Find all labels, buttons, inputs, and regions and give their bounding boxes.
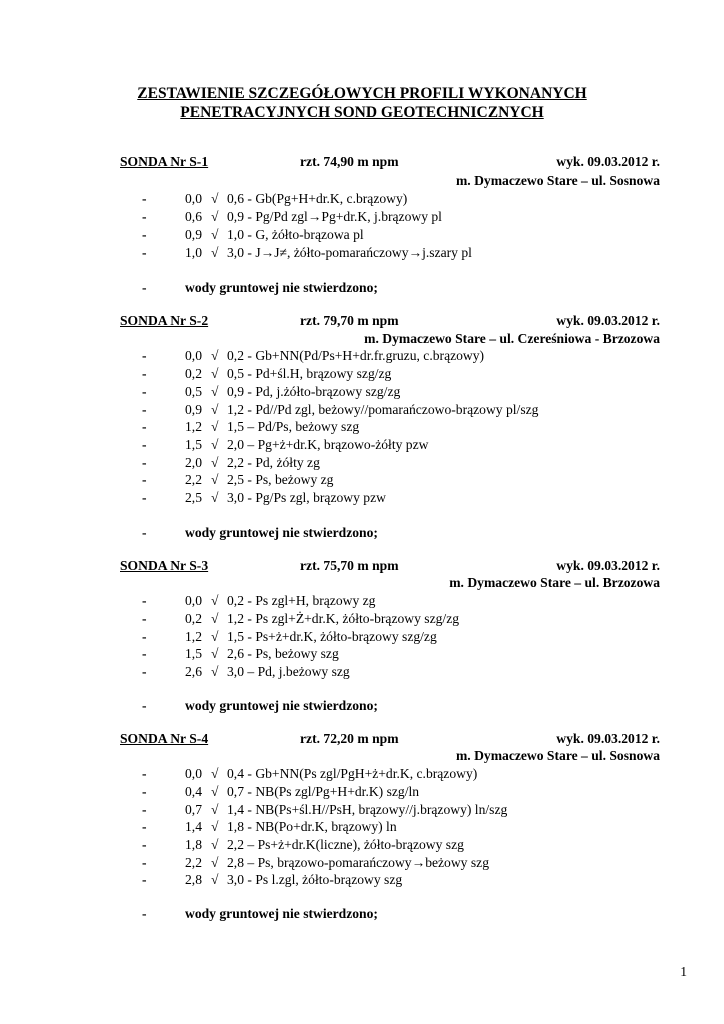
layer-description: 2,6 - Ps, beżowy szg (227, 646, 339, 661)
groundwater-note (0, 697, 724, 715)
layer-row (0, 471, 724, 489)
layer-from: 0,2 (185, 611, 202, 626)
bullet-dash: - (142, 784, 147, 799)
layer-description: 0,7 - NB(Ps zgl/Pg+H+dr.K) szg/ln (227, 784, 420, 799)
groundwater-text: wody gruntowej nie stwierdzono; (185, 525, 378, 540)
layer-description: 1,5 – Pd/Ps, beżowy szg (227, 419, 360, 434)
sonda-name: SONDA Nr S-4 (120, 731, 209, 746)
sonda-elevation: rzt. 75,70 m npm (300, 558, 399, 573)
bullet-dash: - (142, 646, 147, 661)
layer-from: 1,5 (185, 437, 202, 452)
sonda-date: wyk. 09.03.2012 r. (556, 313, 660, 328)
bullet-dash: - (142, 348, 147, 363)
bullet-dash: - (142, 698, 147, 713)
bullet-dash: - (142, 419, 147, 434)
layer-from: 0,2 (185, 366, 202, 381)
root-symbol: √ (211, 455, 219, 470)
layer-description: 1,8 - NB(Po+dr.K, brązowy) ln (227, 819, 397, 834)
layer-from: 0,0 (185, 348, 202, 363)
bullet-dash: - (142, 819, 147, 834)
bullet-dash: - (142, 455, 147, 470)
bullet-dash: - (142, 245, 147, 260)
layer-row (0, 801, 724, 819)
layer-row (0, 783, 724, 801)
sonda-name: SONDA Nr S-2 (120, 313, 209, 328)
layer-row (0, 347, 724, 365)
sonda-location: m. Dymaczewo Stare – ul. Brzozowa (449, 575, 660, 590)
layer-row (0, 818, 724, 836)
bullet-dash: - (142, 837, 147, 852)
layer-description: 3,0 - J→J≠, żółto-pomarańczowy→j.szary pl (227, 245, 472, 260)
bullet-dash: - (142, 209, 147, 224)
root-symbol: √ (211, 490, 219, 505)
bullet-dash: - (142, 280, 147, 295)
sonda-date: wyk. 09.03.2012 r. (556, 558, 660, 573)
layer-row (0, 854, 724, 872)
sonda-name: SONDA Nr S-3 (120, 558, 209, 573)
bullet-dash: - (142, 855, 147, 870)
bullet-dash: - (142, 664, 147, 679)
sonda-location: m. Dymaczewo Stare – ul. Sosnowa (455, 748, 660, 763)
layer-description: 2,2 – Ps+ż+dr.K(liczne), żółto-brązowy szg (227, 837, 464, 852)
bullet-dash: - (142, 227, 147, 242)
layer-from: 0,0 (185, 593, 202, 608)
layer-from: 1,2 (185, 629, 202, 644)
layer-description: 0,4 - Gb+NN(Ps zgl/PgH+ż+dr.K, c.brązowy) (227, 766, 478, 781)
title-line-2: PENETRACYJNYCH SOND GEOTECHNICZNYCH (180, 104, 544, 121)
layer-row (0, 645, 724, 663)
root-symbol: √ (211, 191, 219, 206)
groundwater-note (0, 524, 724, 542)
bullet-dash: - (142, 472, 147, 487)
layer-row (0, 610, 724, 628)
root-symbol: √ (211, 384, 219, 399)
bullet-dash: - (142, 490, 147, 505)
layer-row (0, 765, 724, 783)
layer-from: 0,9 (185, 227, 202, 242)
sonda-elevation: rzt. 74,90 m npm (300, 154, 399, 169)
layer-description: 0,9 - Pg/Pd zgl→Pg+dr.K, j.brązowy pl (227, 209, 442, 224)
layer-from: 0,0 (185, 766, 202, 781)
document-title (0, 84, 724, 122)
title-line-1: ZESTAWIENIE SZCZEGÓŁOWYCH PROFILI WYKONANYCH (137, 85, 587, 102)
root-symbol: √ (211, 209, 219, 224)
sonda-name: SONDA Nr S-1 (120, 154, 209, 169)
layer-description: 0,2 - Ps zgl+H, brązowy zg (227, 593, 376, 608)
layer-row (0, 592, 724, 610)
layer-row (0, 401, 724, 419)
root-symbol: √ (211, 593, 219, 608)
layer-row (0, 454, 724, 472)
layer-from: 0,6 (185, 209, 202, 224)
groundwater-text: wody gruntowej nie stwierdzono; (185, 906, 378, 921)
layer-row (0, 383, 724, 401)
bullet-dash: - (142, 872, 147, 887)
layer-row (0, 871, 724, 889)
layer-row (0, 226, 724, 244)
layer-row (0, 208, 724, 226)
bullet-dash: - (142, 611, 147, 626)
root-symbol: √ (211, 802, 219, 817)
root-symbol: √ (211, 629, 219, 644)
layer-from: 1,8 (185, 837, 202, 852)
layer-row (0, 836, 724, 854)
layer-row (0, 418, 724, 436)
layer-description: 2,0 – Pg+ż+dr.K, brązowo-żółty pzw (227, 437, 429, 452)
root-symbol: √ (211, 366, 219, 381)
layer-from: 0,9 (185, 402, 202, 417)
root-symbol: √ (211, 402, 219, 417)
page-number: 1 (680, 964, 687, 979)
sonda-elevation: rzt. 79,70 m npm (300, 313, 399, 328)
layer-description: 3,0 – Pd, j.beżowy szg (227, 664, 350, 679)
bullet-dash: - (142, 191, 147, 206)
bullet-dash: - (142, 437, 147, 452)
root-symbol: √ (211, 646, 219, 661)
sonda-location: m. Dymaczewo Stare – ul. Czereśniowa - Brzozowa (364, 331, 660, 346)
layer-from: 2,2 (185, 855, 202, 870)
root-symbol: √ (211, 664, 219, 679)
layer-from: 2,5 (185, 490, 202, 505)
bullet-dash: - (142, 906, 147, 921)
layer-description: 0,6 - Gb(Pg+H+dr.K, c.brązowy) (227, 191, 408, 206)
root-symbol: √ (211, 611, 219, 626)
layer-from: 2,2 (185, 472, 202, 487)
root-symbol: √ (211, 819, 219, 834)
layer-description: 3,0 - Pg/Ps zgl, brązowy pzw (227, 490, 386, 505)
groundwater-text: wody gruntowej nie stwierdzono; (185, 698, 378, 713)
root-symbol: √ (211, 227, 219, 242)
layer-row (0, 489, 724, 507)
layer-from: 1,0 (185, 245, 202, 260)
layer-row (0, 365, 724, 383)
bullet-dash: - (142, 593, 147, 608)
layer-description: 2,5 - Ps, beżowy zg (227, 472, 334, 487)
layer-from: 1,4 (185, 819, 202, 834)
layer-from: 0,5 (185, 384, 202, 399)
sonda-location: m. Dymaczewo Stare – ul. Sosnowa (455, 173, 660, 188)
layer-description: 0,5 - Pd+śl.H, brązowy szg/zg (227, 366, 392, 381)
root-symbol: √ (211, 472, 219, 487)
layer-from: 0,0 (185, 191, 202, 206)
bullet-dash: - (142, 766, 147, 781)
layer-row (0, 436, 724, 454)
layer-description: 1,5 - Ps+ż+dr.K, żółto-brązowy szg/zg (227, 629, 437, 644)
bullet-dash: - (142, 802, 147, 817)
groundwater-note (0, 905, 724, 923)
layer-row (0, 663, 724, 681)
root-symbol: √ (211, 855, 219, 870)
layer-from: 2,6 (185, 664, 202, 679)
layer-from: 0,7 (185, 802, 202, 817)
root-symbol: √ (211, 437, 219, 452)
layer-description: 0,9 - Pd, j.żółto-brązowy szg/zg (227, 384, 401, 399)
bullet-dash: - (142, 366, 147, 381)
groundwater-note (0, 279, 724, 297)
sonda-date: wyk. 09.03.2012 r. (556, 154, 660, 169)
layer-description: 2,8 – Ps, brązowo-pomarańczowy→beżowy szg (227, 855, 489, 870)
layer-from: 1,5 (185, 646, 202, 661)
layer-description: 3,0 - Ps l.zgl, żółto-brązowy szg (227, 872, 403, 887)
layer-description: 1,2 - Ps zgl+Ż+dr.K, żółto-brązowy szg/zg (227, 611, 460, 626)
layer-description: 1,0 - G, żółto-brązowa pl (227, 227, 364, 242)
groundwater-text: wody gruntowej nie stwierdzono; (185, 280, 378, 295)
sonda-date: wyk. 09.03.2012 r. (556, 731, 660, 746)
root-symbol: √ (211, 245, 219, 260)
layer-row (0, 244, 724, 262)
root-symbol: √ (211, 766, 219, 781)
root-symbol: √ (211, 348, 219, 363)
layer-description: 1,4 - NB(Ps+śl.H//PsH, brązowy//j.brązowy) ln/szg (227, 802, 508, 817)
layer-row (0, 628, 724, 646)
layer-from: 2,0 (185, 455, 202, 470)
root-symbol: √ (211, 784, 219, 799)
layer-from: 2,8 (185, 872, 202, 887)
layer-from: 1,2 (185, 419, 202, 434)
root-symbol: √ (211, 872, 219, 887)
bullet-dash: - (142, 525, 147, 540)
sonda-elevation: rzt. 72,20 m npm (300, 731, 399, 746)
bullet-dash: - (142, 629, 147, 644)
layer-description: 2,2 - Pd, żółty zg (227, 455, 320, 470)
layer-from: 0,4 (185, 784, 202, 799)
bullet-dash: - (142, 384, 147, 399)
bullet-dash: - (142, 402, 147, 417)
layer-description: 1,2 - Pd//Pd zgl, beżowy//pomarańczowo-brązowy pl/szg (227, 402, 539, 417)
root-symbol: √ (211, 837, 219, 852)
layer-row (0, 190, 724, 208)
layer-description: 0,2 - Gb+NN(Pd/Ps+H+dr.fr.gruzu, c.brązowy) (227, 348, 485, 363)
root-symbol: √ (211, 419, 219, 434)
